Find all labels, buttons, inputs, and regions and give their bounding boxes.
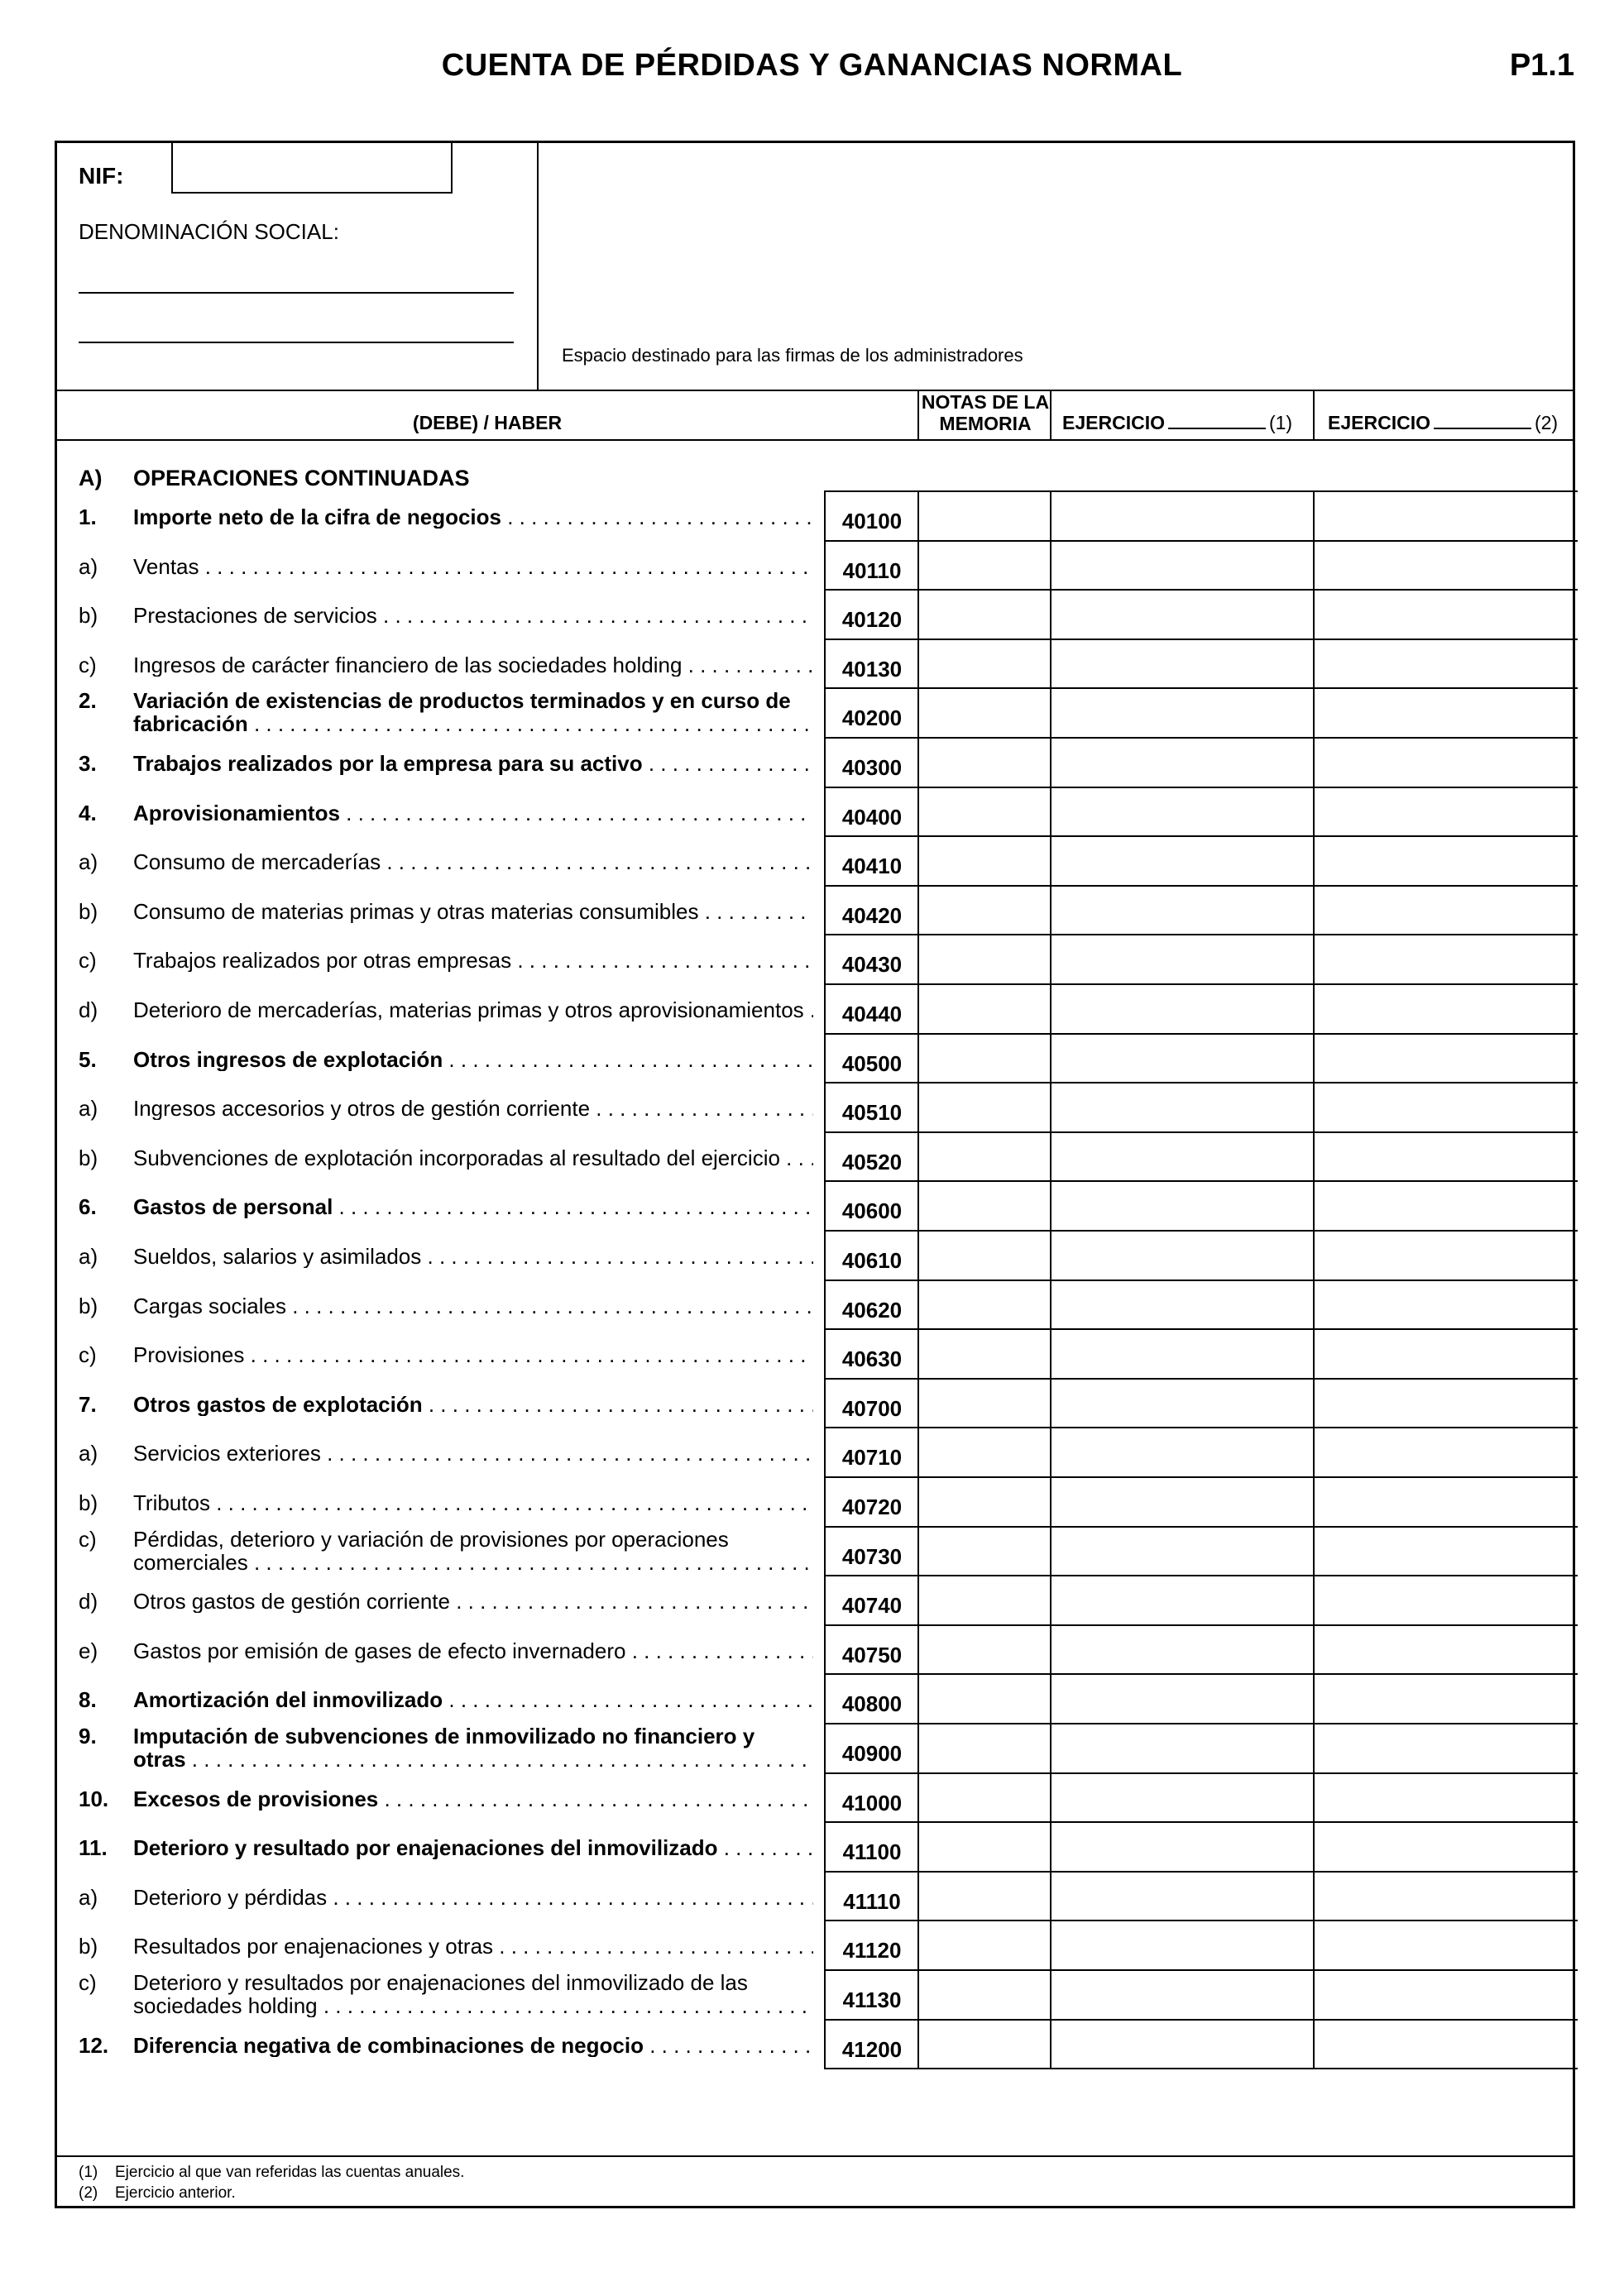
ejercicio-1-cell[interactable] [1052, 1035, 1313, 1083]
form-frame [55, 141, 1575, 2208]
ejercicio-2-ref: (2) [1534, 412, 1559, 433]
row-code: 40410 [841, 854, 903, 879]
row-code: 40620 [841, 1297, 903, 1323]
row-number: a) [79, 849, 98, 875]
row-number: b) [79, 1934, 98, 1959]
section-letter: A) [79, 466, 103, 490]
notas-cell[interactable] [919, 492, 1050, 540]
row-text: Gastos por emisión de gases de efecto invernadero . . . [133, 1639, 813, 1662]
footer-rule [57, 2155, 1573, 2157]
notas-cell[interactable] [919, 1182, 1050, 1230]
form-code: P1.1 [1509, 48, 1574, 83]
ejercicio-1-cell[interactable] [1052, 1873, 1313, 1921]
ejercicio-1-label: EJERCICIO [1062, 412, 1165, 433]
row-text: Deterioro y pérdidas . . . [133, 1886, 813, 1909]
denominacion-field-line-2[interactable] [79, 342, 514, 343]
row-number: 10. [79, 1786, 109, 1811]
ejercicio-1-cell[interactable] [1052, 1232, 1313, 1280]
table-row-label [79, 1343, 820, 1391]
row-text: Provisiones . . . [133, 1343, 813, 1366]
ejercicio-1-cell[interactable] [1052, 935, 1313, 983]
ejercicio-1-cell[interactable] [1052, 1133, 1313, 1181]
notas-cell[interactable] [919, 1823, 1050, 1871]
row-text: Tributos . . . [133, 1491, 813, 1514]
ejercicio-1-cell[interactable] [1052, 492, 1313, 540]
ejercicio-2-cell[interactable] [1315, 1724, 1576, 1772]
header-bottom-rule [57, 390, 1573, 391]
table-row-label [79, 555, 820, 603]
row-text: Excesos de provisiones . . . [133, 1787, 813, 1810]
row-number: b) [79, 1145, 98, 1170]
ejercicio-1-cell[interactable] [1052, 985, 1313, 1033]
column-header-rule [57, 439, 1573, 441]
footnote-1-text: Ejercicio al que van referidas las cuentas anuales. [115, 2164, 465, 2181]
notas-cell[interactable] [919, 1921, 1050, 1969]
table-row-label [79, 900, 820, 948]
ejercicio-2-cell[interactable] [1315, 1823, 1576, 1871]
row-number: a) [79, 1244, 98, 1269]
row-text: Deterioro de mercaderías, materias primas y otros aprovisionamientos . . . [133, 998, 813, 1021]
notas-cell[interactable] [919, 1626, 1050, 1674]
row-number: 5. [79, 1046, 97, 1072]
ejercicio-1-cell[interactable] [1052, 1428, 1313, 1476]
notas-cell[interactable] [919, 591, 1050, 639]
ejercicio-1-cell[interactable] [1052, 542, 1313, 590]
ejercicio-2-cell[interactable] [1315, 887, 1576, 935]
ejercicio-1-cell[interactable] [1052, 1330, 1313, 1378]
row-text: Servicios exteriores . . . [133, 1442, 813, 1465]
header-column-rule [1313, 390, 1315, 441]
row-code: 40700 [841, 1395, 903, 1421]
row-code: 40600 [841, 1198, 903, 1224]
row-text: Otros gastos de gestión corriente . . . [133, 1590, 813, 1613]
row-number: a) [79, 1096, 98, 1122]
notas-cell[interactable] [919, 985, 1050, 1033]
grid-rule [824, 2068, 1578, 2069]
row-number: a) [79, 1884, 98, 1910]
row-text: Amortización del inmovilizado . . . [133, 1688, 813, 1711]
row-number: c) [79, 1970, 97, 1995]
row-text: Consumo de materias primas y otras materias consumibles . . . [133, 900, 813, 923]
ejercicio-2-cell[interactable] [1315, 1330, 1576, 1378]
row-code: 41000 [841, 1790, 903, 1815]
ejercicio-1-cell[interactable] [1052, 1774, 1313, 1822]
ejercicio-2-year-blank[interactable] [1434, 413, 1531, 429]
ejercicio-2-cell[interactable] [1315, 1380, 1576, 1428]
ejercicio-1-cell[interactable] [1052, 2021, 1313, 2069]
row-text: Cargas sociales . . . [133, 1294, 813, 1318]
ejercicio-2-cell[interactable] [1315, 1873, 1576, 1921]
ejercicio-2-cell[interactable] [1315, 1774, 1576, 1822]
footnote-2-text: Ejercicio anterior. [115, 2184, 236, 2202]
ejercicio-1-cell[interactable] [1052, 1281, 1313, 1329]
ejercicio-2-cell[interactable] [1315, 640, 1576, 688]
row-text: Subvenciones de explotación incorporadas al resultado del ejercicio . . . [133, 1146, 813, 1170]
ejercicio-2-cell[interactable] [1315, 591, 1576, 639]
notas-cell[interactable] [919, 1873, 1050, 1921]
col-header-ejercicio-1 [1062, 412, 1292, 434]
row-number: c) [79, 948, 97, 973]
notas-cell[interactable] [919, 1380, 1050, 1428]
row-number: 6. [79, 1194, 97, 1220]
ejercicio-1-cell[interactable] [1052, 1724, 1313, 1772]
ejercicio-2-cell[interactable] [1315, 1921, 1576, 1969]
row-code: 40400 [841, 804, 903, 830]
row-code: 40520 [841, 1149, 903, 1174]
row-code: 40900 [841, 1741, 903, 1766]
ejercicio-2-cell[interactable] [1315, 788, 1576, 836]
row-code: 40610 [841, 1248, 903, 1273]
ejercicio-1-cell[interactable] [1052, 837, 1313, 885]
form-title: CUENTA DE PÉRDIDAS Y GANANCIAS NORMAL [441, 48, 1183, 83]
notas-cell[interactable] [919, 1330, 1050, 1378]
table-row-label [79, 1393, 820, 1441]
row-text: Aprovisionamientos . . . [133, 801, 813, 825]
table-row-label [79, 1294, 820, 1342]
ejercicio-1-cell[interactable] [1052, 640, 1313, 688]
header-column-rule [1050, 390, 1052, 441]
row-number: 2. [79, 688, 97, 714]
notas-cell[interactable] [919, 1774, 1050, 1822]
row-code: 40130 [841, 656, 903, 682]
ejercicio-1-cell[interactable] [1052, 739, 1313, 787]
row-number: d) [79, 997, 98, 1022]
ejercicio-2-cell[interactable] [1315, 492, 1576, 540]
row-number: e) [79, 1638, 98, 1663]
ejercicio-1-cell[interactable] [1052, 788, 1313, 836]
row-number: a) [79, 553, 98, 579]
notas-cell[interactable] [919, 1971, 1050, 2019]
row-text: Variación de existencias de productos terminados y en curso de fabricación . . . [133, 689, 813, 735]
row-number: d) [79, 1589, 98, 1614]
ejercicio-2-cell[interactable] [1315, 1428, 1576, 1476]
notas-cell[interactable] [919, 2021, 1050, 2069]
row-code: 40740 [841, 1593, 903, 1619]
header-column-rule [917, 390, 919, 441]
ejercicio-2-cell[interactable] [1315, 2021, 1576, 2069]
row-code: 41130 [842, 1987, 902, 2012]
firmas-label: Espacio destinado para las firmas de los administradores [562, 345, 1023, 366]
row-code: 40120 [841, 607, 903, 633]
row-text: Trabajos realizados por otras empresas . . . [133, 949, 813, 972]
section-heading [79, 466, 470, 491]
row-code: 41110 [843, 1888, 901, 1914]
ejercicio-1-cell[interactable] [1052, 1528, 1313, 1576]
table-row-label [79, 998, 820, 1046]
ejercicio-1-cell[interactable] [1052, 1478, 1313, 1526]
ejercicio-2-cell[interactable] [1315, 1675, 1576, 1723]
notas-cell[interactable] [919, 640, 1050, 688]
denominacion-field-line-1[interactable] [79, 292, 514, 294]
row-number: 4. [79, 800, 97, 825]
notas-cell[interactable] [919, 1724, 1050, 1772]
row-code: 40440 [841, 1002, 903, 1026]
notas-cell[interactable] [919, 542, 1050, 590]
row-code: 40800 [841, 1691, 903, 1717]
table-row-label [79, 949, 820, 997]
table-row-label [79, 1245, 820, 1293]
table-row-label [79, 1787, 820, 1835]
table-row-label [79, 801, 820, 849]
ejercicio-2-cell[interactable] [1315, 1035, 1576, 1083]
row-text: Ventas . . . [133, 555, 813, 578]
row-text: Importe neto de la cifra de negocios . . . [133, 505, 813, 529]
ejercicio-1-cell[interactable] [1052, 1626, 1313, 1674]
ejercicio-1-cell[interactable] [1052, 689, 1313, 737]
row-number: 3. [79, 751, 97, 776]
footnote-2 [79, 2184, 236, 2203]
row-number: c) [79, 1342, 97, 1368]
row-number: 1. [79, 505, 97, 529]
row-code: 40500 [841, 1050, 903, 1076]
row-text: Ingresos de carácter financiero de las sociedades holding . . . [133, 653, 813, 677]
row-code: 41100 [842, 1839, 902, 1865]
row-code: 40750 [841, 1642, 903, 1667]
row-text: Diferencia negativa de combinaciones de negocio . . . [133, 2034, 813, 2057]
row-text: Resultados por enajenaciones y otras . . . [133, 1935, 813, 1958]
row-number: 9. [79, 1724, 97, 1748]
table-row-label [79, 850, 820, 898]
row-text: Pérdidas, deterioro y variación de provisiones por operaciones comerciales . . . [133, 1528, 813, 1574]
row-text: Trabajos realizados por la empresa para su activo . . . [133, 752, 813, 775]
table-row-label [79, 2034, 820, 2082]
notas-cell[interactable] [919, 1428, 1050, 1476]
ejercicio-1-cell[interactable] [1052, 1576, 1313, 1624]
ejercicio-1-cell[interactable] [1052, 1182, 1313, 1230]
ejercicio-2-cell[interactable] [1315, 1232, 1576, 1280]
notas-cell[interactable] [919, 1083, 1050, 1131]
row-code: 40200 [841, 706, 903, 731]
row-text: Deterioro y resultado por enajenaciones del inmovilizado . . . [133, 1836, 813, 1859]
ejercicio-1-cell[interactable] [1052, 1823, 1313, 1871]
ejercicio-2-cell[interactable] [1315, 739, 1576, 787]
table-row-label [79, 1590, 820, 1638]
ejercicio-2-cell[interactable] [1315, 1083, 1576, 1131]
row-code: 41200 [841, 2036, 903, 2062]
table-row-label [79, 1886, 820, 1934]
table-row-label [79, 689, 820, 737]
footnote-2-number: (2) [79, 2184, 98, 2202]
row-code: 40430 [841, 952, 903, 978]
row-number: c) [79, 652, 97, 677]
table-row-label [79, 1097, 820, 1145]
row-code: 40510 [841, 1100, 903, 1126]
row-number: b) [79, 1293, 98, 1318]
footnote-1 [79, 2164, 464, 2182]
notas-cell[interactable] [919, 1576, 1050, 1624]
ejercicio-2-cell[interactable] [1315, 1528, 1576, 1576]
col-header-ejercicio-2 [1328, 412, 1558, 434]
row-text: Deterioro y resultados por enajenaciones del inmovilizado de las sociedades holding . . . [133, 1971, 813, 2017]
row-text: Gastos de personal . . . [133, 1195, 813, 1218]
row-number: 11. [79, 1835, 108, 1861]
notas-cell[interactable] [919, 887, 1050, 935]
section-title: OPERACIONES CONTINUADAS [133, 466, 470, 490]
row-code: 40300 [841, 755, 903, 780]
ejercicio-2-cell[interactable] [1315, 1182, 1576, 1230]
table-row-label [79, 1048, 820, 1096]
ejercicio-1-cell[interactable] [1052, 1921, 1313, 1969]
header-divider [537, 143, 539, 390]
ejercicio-2-cell[interactable] [1315, 985, 1576, 1033]
ejercicio-2-cell[interactable] [1315, 1971, 1576, 2019]
row-code: 40100 [841, 509, 903, 533]
ejercicio-1-cell[interactable] [1052, 1380, 1313, 1428]
ejercicio-1-ref: (1) [1268, 412, 1293, 433]
table-row-label [79, 1442, 820, 1490]
denominacion-label: DENOMINACIÓN SOCIAL: [79, 219, 339, 244]
ejercicio-1-cell[interactable] [1052, 591, 1313, 639]
notas-cell[interactable] [919, 837, 1050, 885]
notas-cell[interactable] [919, 788, 1050, 836]
table-row-label [79, 1836, 820, 1884]
ejercicio-2-cell[interactable] [1315, 689, 1576, 737]
ejercicio-2-cell[interactable] [1315, 542, 1576, 590]
nif-input[interactable] [171, 141, 453, 194]
row-code: 41120 [842, 1938, 902, 1964]
table-row-label [79, 752, 820, 800]
row-text: Consumo de mercaderías . . . [133, 850, 813, 873]
row-text: Sueldos, salarios y asimilados . . . [133, 1245, 813, 1268]
col-header-notas: NOTAS DE LA MEMORIA [921, 391, 1050, 434]
ejercicio-1-cell[interactable] [1052, 1675, 1313, 1723]
notas-cell[interactable] [919, 1232, 1050, 1280]
table-row-label [79, 1528, 820, 1576]
ejercicio-2-cell[interactable] [1315, 1281, 1576, 1329]
row-number: b) [79, 898, 98, 924]
row-code: 40630 [841, 1347, 903, 1372]
ejercicio-2-cell[interactable] [1315, 1478, 1576, 1526]
ejercicio-1-cell[interactable] [1052, 1083, 1313, 1131]
ejercicio-2-cell[interactable] [1315, 1576, 1576, 1624]
row-number: b) [79, 1490, 98, 1515]
col-header-debe-haber: (DEBE) / HABER [412, 412, 563, 433]
table-row-label [79, 1639, 820, 1687]
ejercicio-2-cell[interactable] [1315, 1133, 1576, 1181]
ejercicio-2-cell[interactable] [1315, 935, 1576, 983]
ejercicio-1-cell[interactable] [1052, 887, 1313, 935]
ejercicio-2-label: EJERCICIO [1328, 412, 1430, 433]
notas-cell[interactable] [919, 689, 1050, 737]
row-text: Ingresos accesorios y otros de gestión corriente . . . [133, 1097, 813, 1120]
notas-cell[interactable] [919, 1133, 1050, 1181]
notas-cell[interactable] [919, 1528, 1050, 1576]
table-row-label [79, 1195, 820, 1243]
row-number: 12. [79, 2032, 109, 2058]
table-row-label [79, 1146, 820, 1194]
notas-cell[interactable] [919, 935, 1050, 983]
row-code: 40720 [841, 1495, 903, 1519]
row-text: Otros gastos de explotación . . . [133, 1393, 813, 1416]
ejercicio-2-cell[interactable] [1315, 837, 1576, 885]
row-code: 40730 [841, 1543, 903, 1569]
notas-cell[interactable] [919, 1478, 1050, 1526]
row-number: a) [79, 1441, 98, 1466]
row-number: b) [79, 603, 98, 629]
notas-cell[interactable] [919, 1675, 1050, 1723]
nif-label: NIF: [79, 163, 124, 189]
notas-cell[interactable] [919, 739, 1050, 787]
row-text: Otros ingresos de explotación . . . [133, 1048, 813, 1071]
table-row-label [79, 505, 820, 553]
row-text: Prestaciones de servicios . . . [133, 604, 813, 627]
ejercicio-1-cell[interactable] [1052, 1971, 1313, 2019]
row-text: Imputación de subvenciones de inmovilizado no financiero y otras . . . [133, 1724, 813, 1771]
footnote-1-number: (1) [79, 2164, 98, 2181]
row-code: 40420 [841, 902, 903, 928]
row-number: 7. [79, 1391, 97, 1417]
table-row-label [79, 604, 820, 652]
ejercicio-2-cell[interactable] [1315, 1626, 1576, 1674]
ejercicio-1-year-blank[interactable] [1168, 413, 1266, 429]
notas-cell[interactable] [919, 1035, 1050, 1083]
row-number: c) [79, 1526, 97, 1552]
row-number: 8. [79, 1687, 97, 1713]
notas-cell[interactable] [919, 1281, 1050, 1329]
row-code: 40710 [841, 1445, 903, 1471]
table-row-label [79, 1971, 820, 2019]
row-code: 40110 [842, 557, 902, 583]
table-row-label [79, 1724, 820, 1772]
